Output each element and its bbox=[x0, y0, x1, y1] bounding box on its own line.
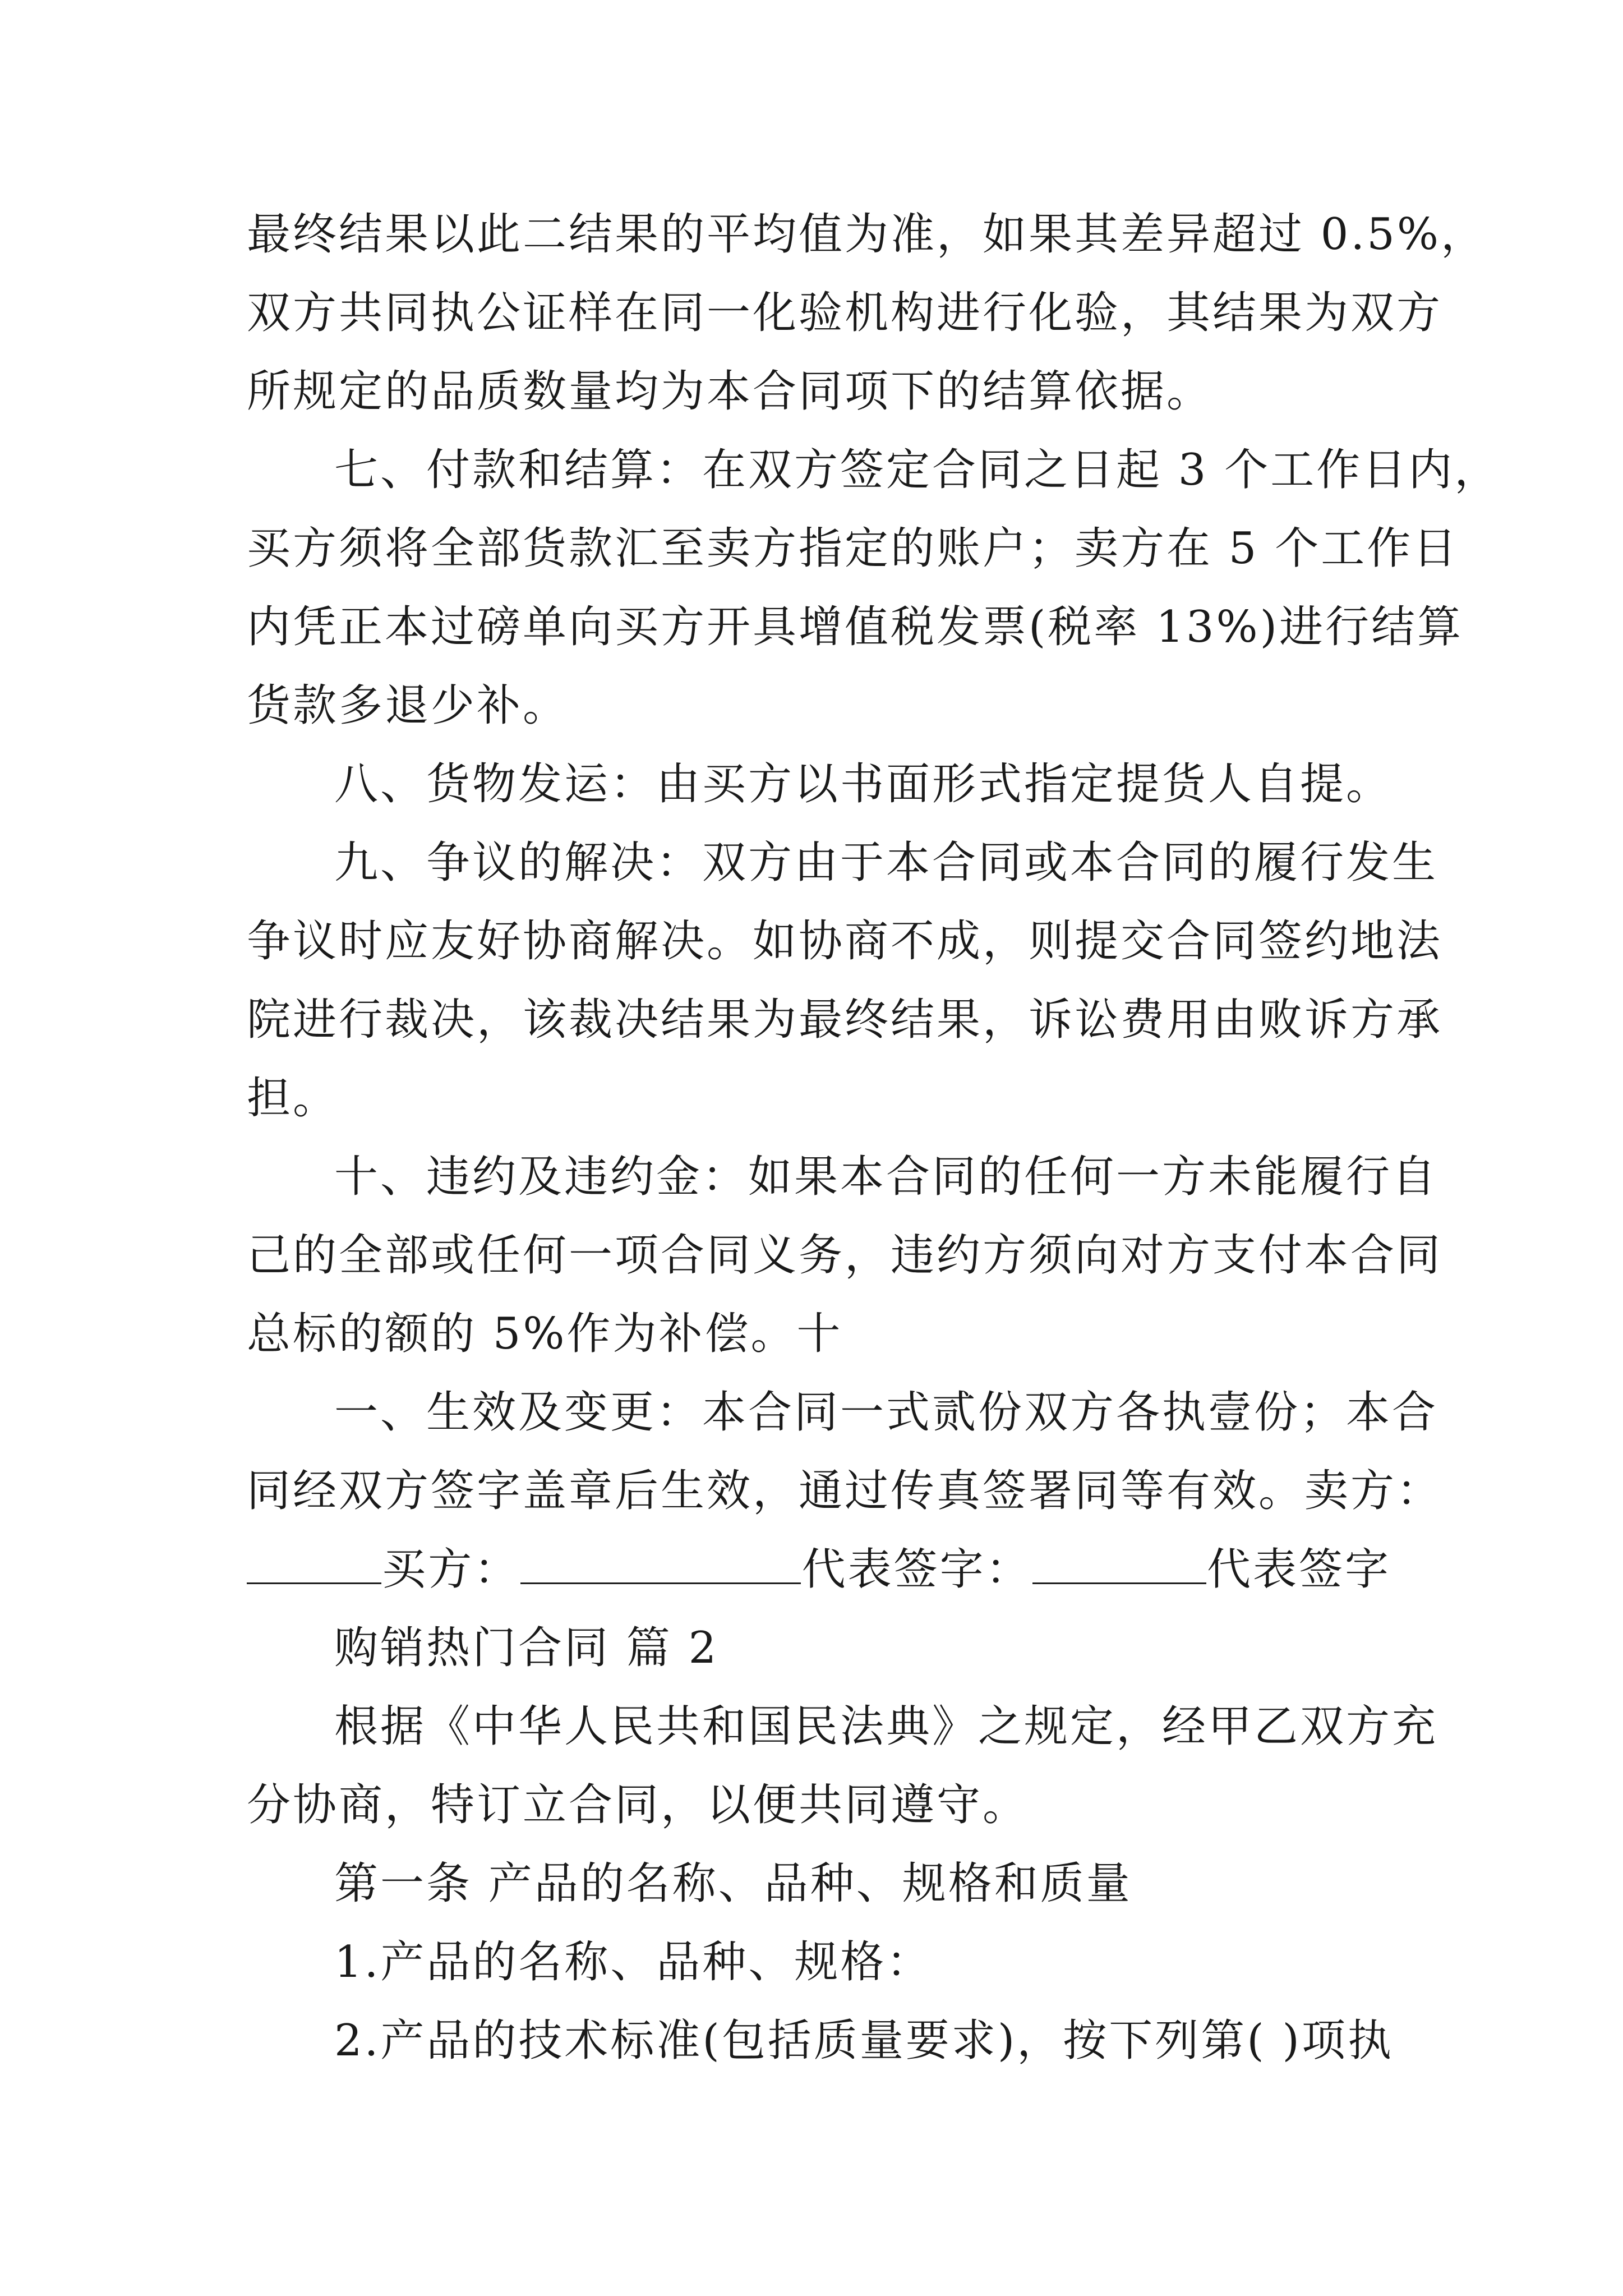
paragraph-line: 担。 bbox=[247, 1073, 339, 1124]
paragraph-line: 内凭正本过磅单向买方开具增值税发票(税率 13%)进行结算 bbox=[247, 602, 1464, 652]
paragraph-line: 货款多退少补。 bbox=[247, 680, 569, 731]
rep-blank bbox=[1032, 1542, 1206, 1584]
paragraph-line: 己的全部或任何一项合同义务，违约方须向对方支付本合同 bbox=[247, 1230, 1443, 1281]
article-item: 2.产品的技术标准(包括质量要求)，按下列第( )项执 bbox=[334, 2016, 1394, 2066]
paragraph-line: 同经双方签字盖章后生效，通过传真签署同等有效。卖方： bbox=[247, 1466, 1443, 1516]
rep-sign-label: 代表签字： bbox=[801, 1544, 1032, 1595]
signature-line bbox=[247, 1542, 1391, 1598]
intro-line: 根据《中华人民共和国民法典》之规定，经甲乙双方充 bbox=[334, 1701, 1438, 1752]
article-heading: 第一条 产品的名称、品种、规格和质量 bbox=[334, 1858, 1132, 1909]
clause-7-line: 七、付款和结算：在双方签定合同之日起 3 个工作日内， bbox=[334, 445, 1501, 495]
paragraph-line: 所规定的品质数量均为本合同项下的结算依据。 bbox=[247, 366, 1213, 417]
buyer-label: 买方： bbox=[382, 1544, 520, 1595]
paragraph-line: 总标的额的 5%作为补偿。十 bbox=[247, 1309, 843, 1359]
seller-blank bbox=[247, 1542, 381, 1584]
paragraph-line: 院进行裁决，该裁决结果为最终结果，诉讼费用由败诉方承 bbox=[247, 995, 1443, 1045]
paragraph-line: 买方须将全部货款汇至卖方指定的账户；卖方在 5 个工作日 bbox=[247, 523, 1459, 574]
rep-sign-label-2: 代表签字 bbox=[1206, 1544, 1391, 1595]
clause-8-line: 八、货物发运：由买方以书面形式指定提货人自提。 bbox=[334, 759, 1393, 809]
clause-11-line: 一、生效及变更：本合同一式贰份双方各执壹份；本合 bbox=[334, 1387, 1438, 1438]
clause-10-line: 十、违约及违约金：如果本合同的任何一方未能履行自 bbox=[334, 1152, 1438, 1202]
paragraph-line: 双方共同执公证样在同一化验机构进行化验，其结果为双方 bbox=[247, 288, 1443, 338]
clause-9-line: 九、争议的解决：双方由于本合同或本合同的履行发生 bbox=[334, 838, 1438, 888]
section-title: 购销热门合同 篇 2 bbox=[334, 1623, 719, 1673]
article-item: 1.产品的名称、品种、规格： bbox=[334, 1937, 933, 1987]
buyer-blank bbox=[520, 1542, 801, 1584]
intro-line: 分协商，特订立合同，以便共同遵守。 bbox=[247, 1780, 1029, 1830]
paragraph-line: 最终结果以此二结果的平均值为准，如果其差异超过 0.5%， bbox=[247, 209, 1487, 260]
paragraph-line: 争议时应友好协商解决。如协商不成，则提交合同签约地法 bbox=[247, 916, 1443, 967]
